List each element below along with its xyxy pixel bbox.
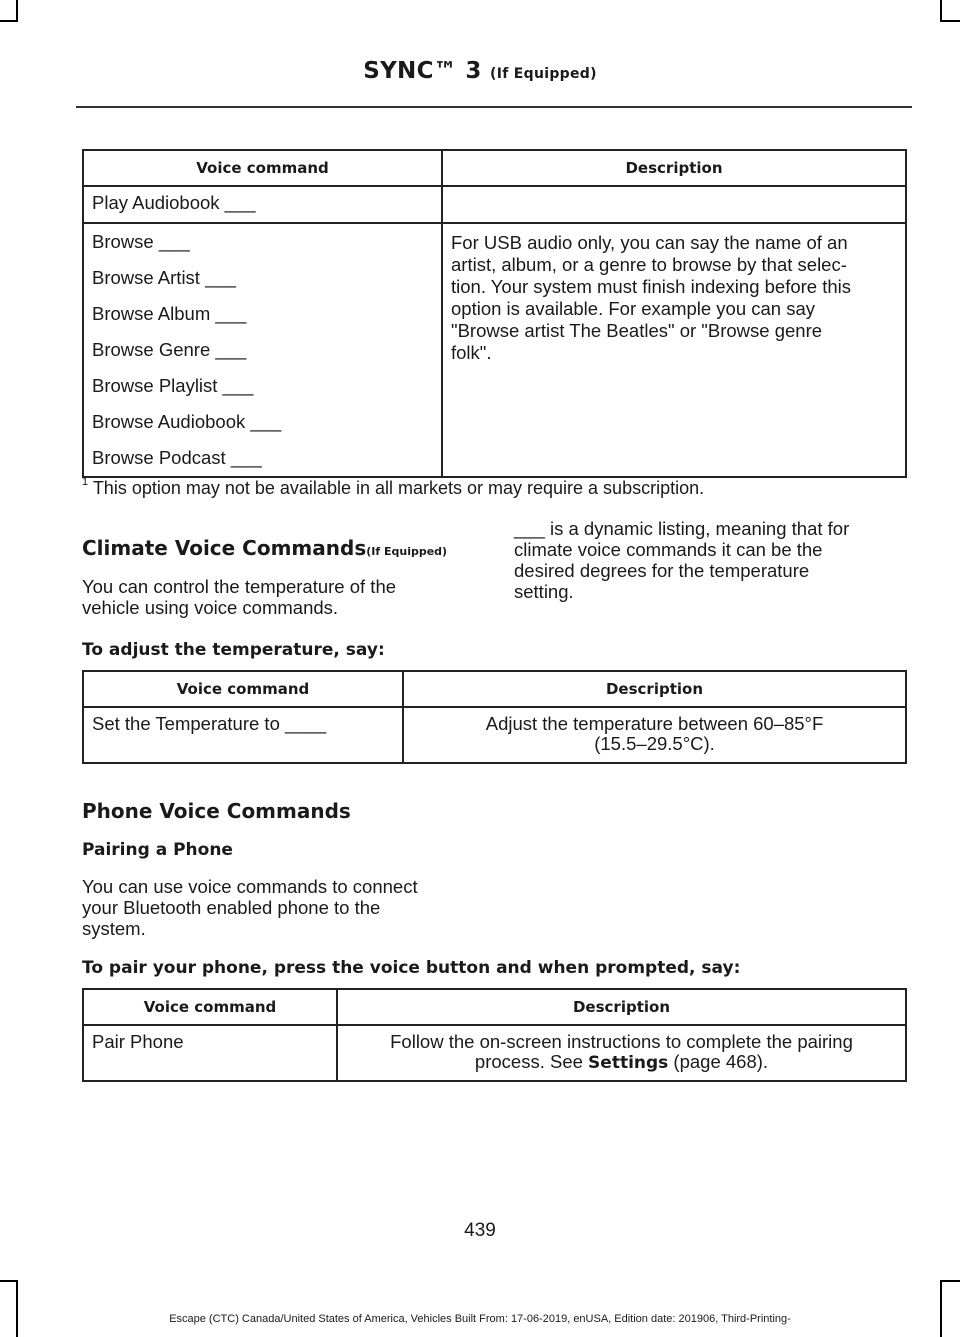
climate-heading: Climate Voice Commands(If Equipped)	[82, 536, 448, 560]
crop-mark	[0, 20, 18, 22]
description-line: option is available. For example you can say	[451, 298, 816, 319]
description-line: folk".	[451, 342, 492, 363]
command-cell	[83, 223, 442, 477]
command-item: Browse Genre ___	[92, 339, 247, 360]
command-item: Browse Album ___	[92, 303, 247, 324]
table-row	[83, 186, 906, 223]
pairing-subheading: Pairing a Phone	[82, 840, 233, 860]
column-header-voice-command: Voice command	[83, 989, 337, 1025]
table-row	[83, 707, 906, 763]
description-line: "Browse artist The Beatles" or "Browse genre	[451, 320, 823, 341]
table-header-row	[83, 989, 906, 1025]
description-line: artist, album, or a genre to browse by that selec-	[451, 254, 847, 275]
crop-mark	[16, 0, 18, 22]
crop-mark	[940, 20, 960, 22]
climate-dynamic-listing-note: ___ is a dynamic listing, meaning that for climate voice commands it can be the desired degrees for the temperature setting.	[514, 518, 850, 602]
table-header-row	[83, 150, 906, 186]
column-header-voice-command: Voice command	[83, 671, 403, 707]
description-line: tion. Your system must finish indexing before this	[451, 276, 852, 297]
description-cell	[442, 223, 906, 477]
phone-heading: Phone Voice Commands	[82, 799, 351, 823]
column-header-voice-command: Voice command	[83, 150, 442, 186]
command-cell: Set the Temperature to ____	[83, 707, 403, 763]
climate-voice-command-table	[82, 670, 907, 764]
pairing-instruction: To pair your phone, press the voice button and when prompted, say:	[82, 958, 741, 978]
climate-paragraph: You can control the temperature of the vehicle using voice commands.	[82, 576, 397, 618]
column-header-description: Description	[337, 989, 906, 1025]
column-header-description: Description	[442, 150, 906, 186]
footnote-mark: 1	[82, 476, 89, 488]
media-voice-command-table	[82, 149, 907, 478]
description-cell: Follow the on-screen instructions to complete the pairing process. See Settings (page 468).	[337, 1025, 906, 1081]
command-item: Browse Playlist ___	[92, 375, 254, 396]
crop-mark	[16, 1280, 18, 1337]
footnote	[82, 478, 704, 499]
settings-link[interactable]: Settings	[588, 1053, 669, 1073]
description-line: For USB audio only, you can say the name of an	[451, 232, 848, 253]
climate-instruction: To adjust the temperature, say:	[82, 640, 385, 660]
table-row	[83, 223, 906, 477]
header-rule	[76, 106, 912, 108]
command-item: Browse Podcast ___	[92, 447, 262, 468]
page-footer: Escape (CTC) Canada/United States of America, Vehicles Built From: 17-06-2019, enUSA, Edition date: 201906, Third-Printing-	[169, 1313, 791, 1325]
command-cell: Pair Phone	[83, 1025, 337, 1081]
command-cell: Play Audiobook ___	[83, 186, 442, 223]
crop-mark	[940, 1280, 960, 1282]
command-item: Browse Artist ___	[92, 267, 236, 288]
crop-mark	[940, 0, 942, 22]
crop-mark	[940, 1280, 942, 1337]
description-cell: Adjust the temperature between 60–85°F (15.5–29.5°C).	[403, 707, 906, 763]
command-item: Browse Audiobook ___	[92, 411, 282, 432]
description-cell	[442, 186, 906, 223]
table-header-row	[83, 671, 906, 707]
page-number: 439	[464, 1220, 496, 1241]
command-item: Browse ___	[92, 231, 190, 252]
page-header-title: SYNC™ 3 (If Equipped)	[363, 58, 597, 84]
phone-voice-command-table	[82, 988, 907, 1082]
footnote-text: This option may not be available in all markets or may require a subscription.	[92, 478, 705, 498]
pairing-paragraph: You can use voice commands to connect your Bluetooth enabled phone to the system.	[82, 876, 418, 939]
crop-mark	[0, 1280, 18, 1282]
column-header-description: Description	[403, 671, 906, 707]
table-row	[83, 1025, 906, 1081]
